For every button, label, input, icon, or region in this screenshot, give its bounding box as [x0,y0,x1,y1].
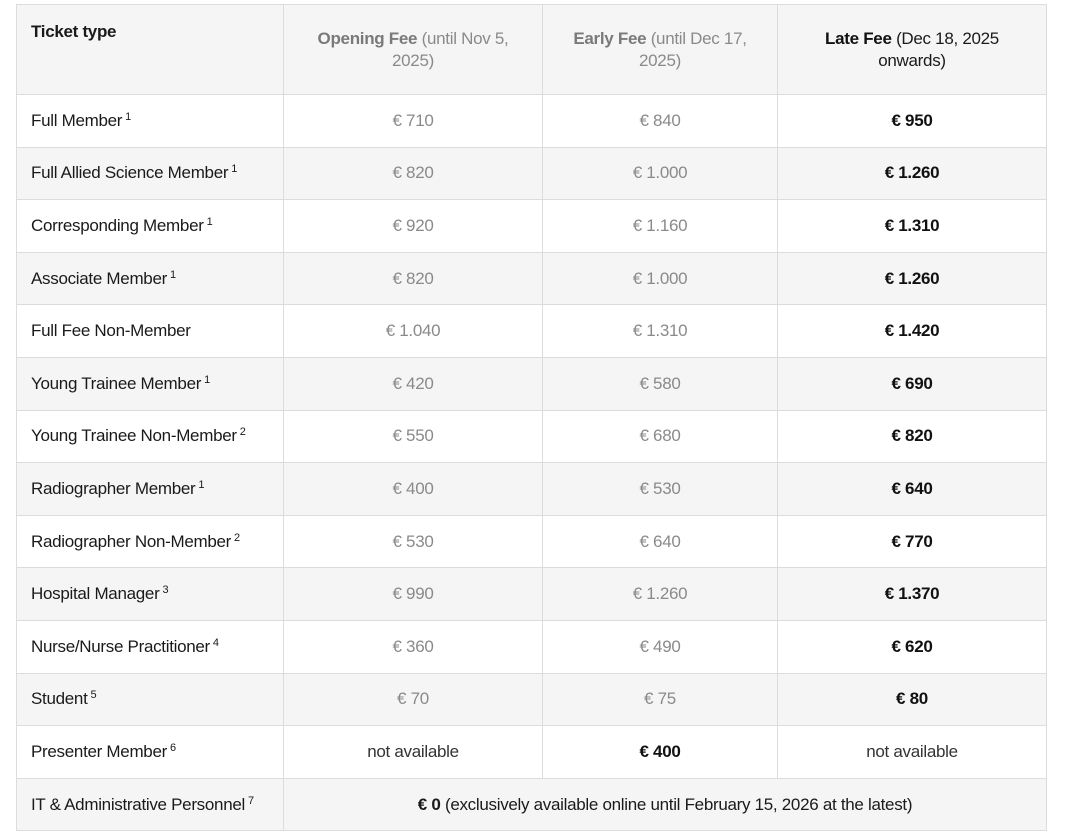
early-fee-title: Early Fee [573,28,647,48]
footnote-marker: 1 [204,373,210,386]
table-row [17,147,1047,200]
footnote-marker: 1 [198,478,205,491]
late-fee-cell: € 1.370 [778,568,1047,621]
ticket-type-cell: Associate Member $^1$ [17,252,284,305]
footnote-marker: 7 [247,794,254,807]
table-row [17,200,1047,253]
early-fee-note: (until Dec 17, 2025) [639,28,747,70]
opening-fee-cell: € 550 [284,410,543,463]
opening-fee-cell: € 360 [284,620,543,673]
table-row [17,515,1047,568]
early-fee-cell: € 580 [543,357,778,410]
opening-fee-cell: € 420 [284,357,543,410]
footnote-marker: 4 [212,636,219,649]
early-fee-cell: € 1.000 [543,147,778,200]
ticket-type-cell: Full Allied Science Member $^1$ [17,147,284,200]
table-row-presenter [17,726,1047,779]
opening-fee-cell: € 400 [284,463,543,516]
ticket-type-cell: Presenter Member $^6$ [17,726,284,779]
ticket-fee-table [16,4,1047,831]
late-fee-cell: € 1.420 [778,305,1047,358]
header-ticket-type: Ticket type [17,5,284,95]
early-fee-cell: € 400 [543,726,778,779]
late-fee-cell: € 1.260 [778,252,1047,305]
it-fee-price: € 0 [417,794,441,814]
late-fee-cell: € 80 [778,673,1047,726]
opening-fee-cell: € 710 [284,95,543,148]
early-fee-cell: € 1.000 [543,252,778,305]
ticket-type-cell: Corresponding Member $^1$ [17,200,284,253]
footnote-marker: 1 [125,110,131,123]
late-fee-cell: € 1.310 [778,200,1047,253]
header-late-fee [778,5,1047,95]
opening-fee-note: (until Nov 5, 2025) [392,28,509,70]
table-header-row [17,5,1047,95]
opening-fee-cell: € 70 [284,673,543,726]
opening-fee-cell: not available [284,726,543,779]
late-fee-cell: € 820 [778,410,1047,463]
fee-table-container [16,4,1046,831]
opening-fee-cell: € 1.040 [284,305,543,358]
early-fee-cell: € 1.310 [543,305,778,358]
late-fee-cell: € 640 [778,463,1047,516]
ticket-type-cell: Radiographer Member $^1$ [17,463,284,516]
footnote-marker: 1 [206,215,213,228]
opening-fee-cell: € 820 [284,147,543,200]
footnote-marker: 2 [234,531,240,544]
early-fee-cell: € 1.260 [543,568,778,621]
early-fee-cell: € 1.160 [543,200,778,253]
table-row [17,357,1047,410]
ticket-type-cell: Young Trainee Non-Member $^2$ [17,410,284,463]
late-fee-cell: € 620 [778,620,1047,673]
late-fee-cell: € 1.260 [778,147,1047,200]
it-fee-note-cell [284,778,1047,831]
footnote-marker: 6 [169,741,176,754]
ticket-type-cell: Student $^5$ [17,673,284,726]
table-row-it-personnel [17,778,1047,831]
table-row [17,305,1047,358]
late-fee-cell: € 690 [778,357,1047,410]
ticket-type-cell: Nurse/Nurse Practitioner $^4$ [17,620,284,673]
table-row [17,620,1047,673]
late-fee-cell: € 770 [778,515,1047,568]
ticket-type-cell: Radiographer Non-Member $^2$ [17,515,284,568]
table-row [17,568,1047,621]
table-row [17,463,1047,516]
table-row [17,95,1047,148]
opening-fee-cell: € 990 [284,568,543,621]
late-fee-cell: € 950 [778,95,1047,148]
early-fee-cell: € 840 [543,95,778,148]
early-fee-cell: € 490 [543,620,778,673]
ticket-type-cell: Full Member $^1$ [17,95,284,148]
footnote-marker: 1 [169,268,176,281]
late-fee-cell: not available [778,726,1047,779]
header-opening-fee [284,5,543,95]
it-fee-note: (exclusively available online until February 15, 2026 at the latest) [444,794,913,814]
ticket-type-cell: Full Fee Non-Member [17,305,284,358]
early-fee-cell: € 530 [543,463,778,516]
footnote-marker: 1 [231,163,238,176]
footnote-marker: 5 [90,689,97,702]
early-fee-cell: € 640 [543,515,778,568]
table-body [17,95,1047,831]
late-fee-note: (Dec 18, 2025 onwards) [878,28,999,70]
table-row [17,252,1047,305]
opening-fee-cell: € 920 [284,200,543,253]
late-fee-title: Late Fee [825,28,892,48]
opening-fee-title: Opening Fee [317,28,418,48]
ticket-type-cell: Young Trainee Member $^1$ [17,357,284,410]
early-fee-cell: € 680 [543,410,778,463]
opening-fee-cell: € 820 [284,252,543,305]
footnote-marker: 2 [239,426,246,439]
table-row [17,410,1047,463]
ticket-type-cell: Hospital Manager $^3$ [17,568,284,621]
early-fee-cell: € 75 [543,673,778,726]
opening-fee-cell: € 530 [284,515,543,568]
header-early-fee [543,5,778,95]
table-row [17,673,1047,726]
ticket-type-cell: IT & Administrative Personnel $^7$ [17,778,284,831]
footnote-marker: 3 [162,584,169,597]
